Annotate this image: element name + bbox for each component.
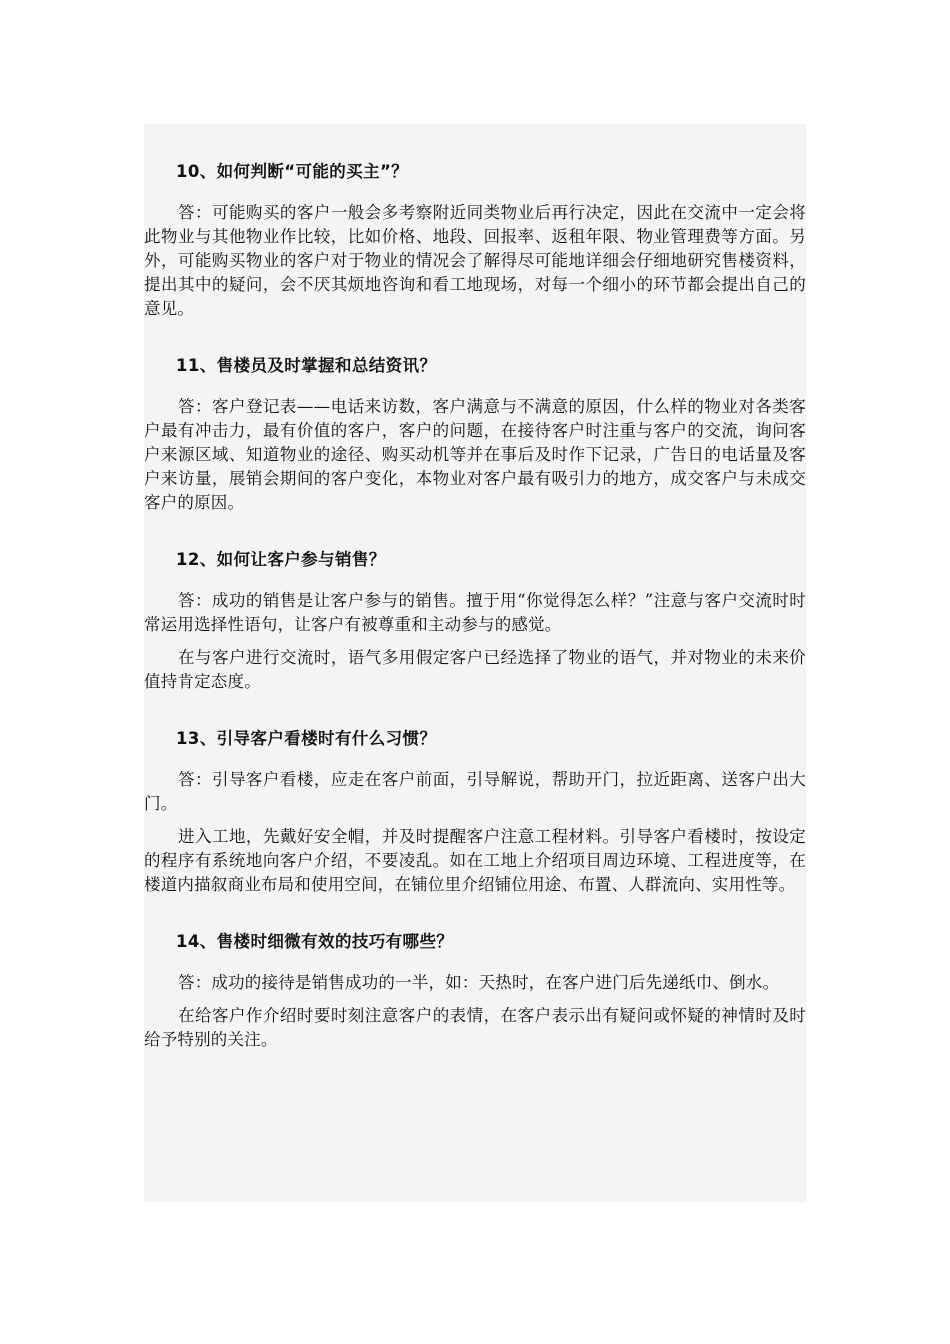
answer-paragraph: 进入工地，先戴好安全帽，并及时提醒客户注意工程材料。引导客户看楼时，按设定的程序有系统地向客户介绍，不要凌乱。如在工地上介绍项目周边环境、工程进度等，在楼道内描叙商业布局和使用空间，在铺位里介绍铺位用途、布置、人群流向、实用性等。 xyxy=(144,827,806,894)
qa-section-10 xyxy=(144,158,806,321)
question-heading: 13、引导客户看楼时有什么习惯？ xyxy=(176,729,437,748)
qa-section-12 xyxy=(144,546,806,694)
answer-paragraph: 在与客户进行交流时，语气多用假定客户已经选择了物业的语气，并对物业的未来价值持肯定态度。 xyxy=(144,648,806,691)
document-page xyxy=(144,124,806,1202)
qa-section-14 xyxy=(144,928,806,1052)
answer-paragraph: 答：成功的接待是销售成功的一半，如：天热时，在客户进门后先递纸巾、倒水。 xyxy=(178,973,780,992)
question-heading: 11、售楼员及时掌握和总结资讯？ xyxy=(176,356,437,375)
qa-section-13 xyxy=(144,725,806,897)
answer-paragraph: 在给客户作介绍时要时刻注意客户的表情，在客户表示出有疑问或怀疑的神情时及时给予特别的关注。 xyxy=(144,1006,806,1049)
answer-paragraph: 答：成功的销售是让客户参与的销售。擅于用“你觉得怎么样？”注意与客户交流时时常运用选择性语句，让客户有被尊重和主动参与的感觉。 xyxy=(144,591,806,634)
question-heading: 14、售楼时细微有效的技巧有哪些？ xyxy=(176,932,454,951)
answer-paragraph: 答：客户登记表——电话来访数，客户满意与不满意的原因，什么样的物业对各类客户最有冲击力，最有价值的客户，客户的问题，在接待客户时注重与客户的交流，询问客户来源区域、知道物业的途径、购买动机等并在事后及时作下记录，广告日的电话量及客户来访量，展销会期间的客户变化，本物业对客户最有吸引力的地方，成交客户与未成交客户的原因。 xyxy=(144,397,806,512)
answer-paragraph: 答：可能购买的客户一般会多考察附近同类物业后再行决定，因此在交流中一定会将此物业与其他物业作比较，比如价格、地段、回报率、返租年限、物业管理费等方面。另外，可能购买物业的客户对于物业的情况会了解得尽可能地详细会仔细地研究售楼资料，提出其中的疑问，会不厌其烦地咨询和看工地现场，对每一个细小的环节都会提出自己的意见。 xyxy=(144,203,806,318)
question-heading: 12、如何让客户参与销售？ xyxy=(176,550,386,569)
answer-paragraph: 答：引导客户看楼，应走在客户前面，引导解说，帮助开门，拉近距离、送客户出大门。 xyxy=(144,770,806,813)
question-heading: 10、如何判断“可能的买主”？ xyxy=(176,162,409,181)
qa-section-11 xyxy=(144,352,806,515)
